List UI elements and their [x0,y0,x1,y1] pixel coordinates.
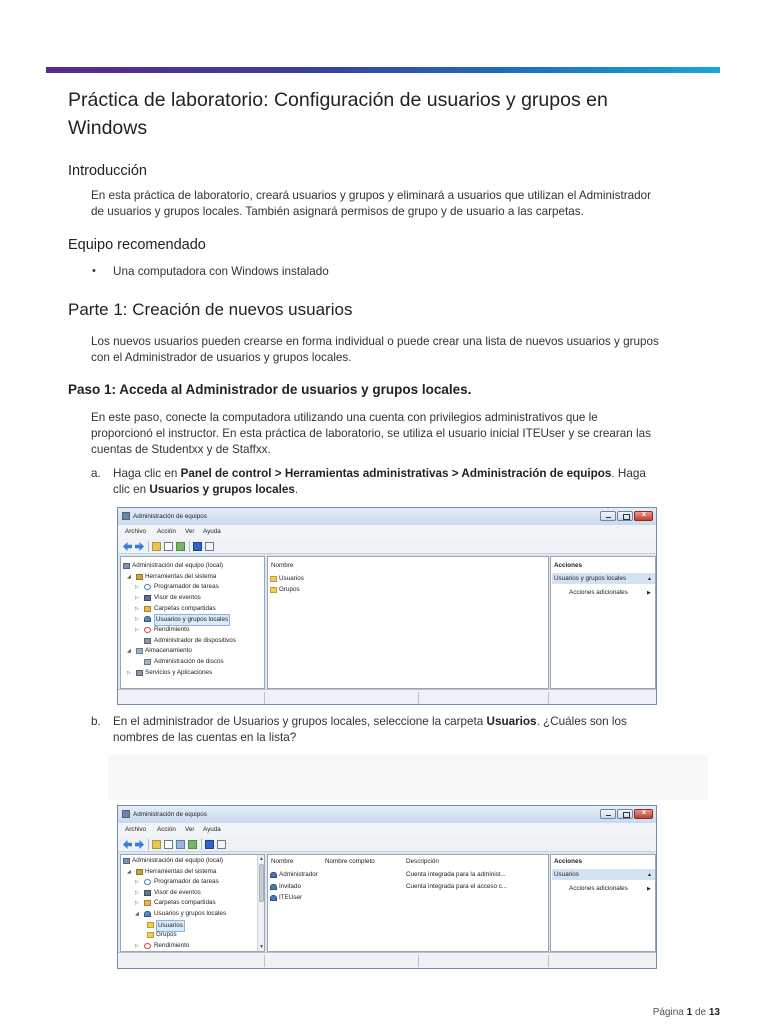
tree-item-label: Almacenamiento [145,647,192,655]
computer-icon [123,563,130,569]
list-pane [267,854,549,952]
folder-icon [270,587,277,593]
status-divider [548,955,549,967]
collapsed-arrow-icon: ▷ [135,900,139,907]
folder-up-icon [152,542,161,551]
tree-pane [120,854,265,952]
step-a-text: clic en [113,483,150,496]
status-bar [118,689,656,705]
toolbar-separator [148,541,149,552]
menu-item-1: Acción [157,528,176,535]
row-name: Grupos [279,586,300,593]
expanded-arrow-icon: ◢ [127,868,131,875]
step-b-line-1 [113,714,627,729]
intro-text-line-1: En esta práctica de laboratorio, creará usuarios y grupos y eliminará a usuarios que utilizan el Administrador [91,189,651,202]
disk-icon [144,659,151,665]
tools-icon [136,574,143,580]
submenu-arrow-icon: ▶ [647,590,651,596]
step1-text-line-3: cuentas de Studentxx y de Staffxx. [91,443,271,456]
tree-item-label: Herramientas del sistema [145,572,217,580]
list-row [268,870,548,880]
tree-item [121,593,264,603]
intro-heading: Introducción [68,163,147,179]
column-header: Nombre [271,858,294,865]
users-icon [144,616,151,622]
step-a-target: Usuarios y grupos locales [149,483,295,496]
tree-item-label: Grupos [156,931,177,939]
console-view-icon [217,840,226,849]
window-title-bar [118,508,656,525]
user-icon [270,872,277,878]
tree-item [121,572,264,582]
list-pane [267,556,549,689]
toolbar-separator [148,839,149,850]
expanded-arrow-icon: ◢ [127,648,131,655]
collapse-up-icon: ▲ [647,871,652,878]
part1-text-line-1: Los nuevos usuarios pueden crearse en forma individual o puede crear una lista de nuevos usuarios y grupos [91,335,659,348]
clock-icon [144,879,151,885]
tree-item-label: Rendimiento [154,941,190,949]
tree-item [121,856,264,866]
step-b-line-2: nombres de las cuentas en la lista? [113,731,297,744]
computer-management-screenshot-1 [117,507,657,705]
tree-item [121,625,264,635]
step-a-text: . [294,483,299,496]
tree-item-label: Administración del equipo (local) [132,562,224,569]
list-view-icon [164,542,173,551]
part1-text-line-2: con el Administrador de usuarios y grupos locales. [91,351,352,364]
list-row [268,893,548,903]
tree-item [121,604,264,614]
menu-item-2: Ver [185,528,195,535]
event-viewer-icon [144,890,151,896]
tree-item [121,657,264,667]
tree-item-label: Carpetas compartidas [154,899,216,907]
tree-item [121,877,264,887]
menu-bar [118,823,656,837]
expanded-arrow-icon: ◢ [135,911,139,917]
row-name: Usuarios [279,575,304,582]
scroll-up-icon: ▲ [259,856,264,862]
computer-management-screenshot-2 [117,805,657,969]
toolbar [118,837,656,852]
window-title: Administración de equipos [133,513,207,520]
step-a-marker: a. [91,467,101,480]
column-header: Nombre completo [325,858,375,865]
user-icon [270,884,277,890]
step-a-menu-path: Panel de control > Herramientas administrativas > Administración de equipos [180,467,612,480]
performance-icon [144,943,151,949]
maximize-icon [617,809,633,819]
document-title-line-2: Windows [68,117,148,139]
page-label: Página [652,1007,687,1018]
status-divider [264,692,265,704]
services-icon [136,670,143,676]
users-icon [144,911,151,917]
collapse-up-icon: ▲ [647,575,652,582]
submenu-arrow-icon: ▶ [647,886,651,892]
collapsed-arrow-icon: ▷ [135,584,139,591]
collapsed-arrow-icon: ▷ [135,605,139,612]
tree-item [121,561,264,571]
toolbar [118,539,656,554]
shared-folder-icon [144,900,151,906]
step1-text-line-1: En este paso, conecte la computadora utilizando una cuenta con privilegios administrativos que le [91,411,598,424]
step-a-text: . Haga [611,467,646,480]
export-icon [176,542,185,551]
intro-text-line-2: de usuarios y grupos locales. También asignará permisos de grupo y de usuario a las carpetas. [91,205,584,218]
tree-item [121,582,264,592]
list-row [268,882,548,892]
tree-item [121,636,264,646]
row-name: Invitado [279,882,302,890]
tree-item [121,898,264,908]
close-icon [634,809,653,819]
computer-icon [123,858,130,864]
actions-pane [550,854,656,952]
of-label: de [692,1007,709,1018]
expanded-arrow-icon: ◢ [127,573,131,580]
menu-item-3: Ayuda [203,528,221,535]
back-arrow-icon [123,542,132,551]
folder-icon [147,922,154,928]
page-footer [653,1007,720,1018]
forward-arrow-icon [135,542,144,551]
step-a-text: Haga clic en [113,467,181,480]
collapsed-arrow-icon: ▷ [135,942,139,949]
row-name: Administrador [279,871,318,878]
collapsed-arrow-icon: ▷ [135,879,139,886]
list-row [268,574,548,584]
tree-item-label: Administración del equipo (local) [132,857,224,864]
toolbar-separator [201,839,202,850]
tree-item [121,941,264,951]
page-number: 1 [686,1007,693,1018]
column-header: Nombre [271,562,294,569]
tree-item-label: Visor de eventos [154,593,201,601]
collapsed-arrow-icon: ▷ [135,626,139,633]
folder-icon [147,932,154,938]
actions-selected-item: Usuarios [554,870,579,878]
status-divider [264,955,265,967]
part1-heading: Parte 1: Creación de nuevos usuarios [68,300,353,319]
row-description: Cuenta integrada para la administ... [406,871,506,878]
tree-item-label: Usuarios y grupos locales [154,910,227,917]
status-divider [418,955,419,967]
console-view-icon [205,542,214,551]
collapsed-arrow-icon: ▷ [127,669,131,676]
status-divider [548,692,549,704]
window-title-bar [118,806,656,823]
tree-item [121,888,264,898]
close-icon [634,511,653,521]
more-actions-item: Acciones adicionales [569,885,628,892]
back-arrow-icon [123,840,132,849]
storage-icon [136,648,143,654]
tree-item [121,909,264,919]
device-manager-icon [144,638,151,644]
tree-item-label: Visor de eventos [154,888,201,896]
tree-item [121,930,264,940]
forward-arrow-icon [135,840,144,849]
menu-item-3: Ayuda [203,826,221,833]
menu-item-0: Archivo [125,826,146,833]
window-title: Administración de equipos [133,811,207,818]
tree-item-label: Rendimiento [154,625,190,633]
tree-item [121,867,264,877]
step1-heading: Paso 1: Acceda al Administrador de usuarios y grupos locales. [68,382,472,397]
computer-management-icon [122,512,130,520]
help-icon [193,542,202,551]
tree-item-label: Carpetas compartidas [154,604,216,612]
tree-item-label: Usuarios y grupos locales [154,614,230,626]
refresh-icon [176,840,185,849]
header-gradient-bar [46,67,720,73]
tree-item-label: Programador de tareas [154,583,219,591]
user-icon [270,895,277,901]
tools-icon [136,869,143,875]
more-actions-item: Acciones adicionales [569,589,628,596]
minimize-icon [600,809,616,819]
collapsed-arrow-icon: ▷ [135,889,139,896]
menu-item-2: Ver [185,826,195,833]
folder-icon [270,576,277,582]
answer-space [108,755,708,800]
scroll-down-icon: ▼ [259,944,264,950]
status-bar [118,952,656,968]
event-viewer-icon [144,595,151,601]
step-b-text: . ¿Cuáles son los [536,715,627,728]
step-a-line-2 [113,482,298,497]
menu-item-1: Acción [157,826,176,833]
help-icon [205,840,214,849]
clock-icon [144,584,151,590]
shared-folder-icon [144,606,151,612]
row-name: ITEUser [279,894,303,901]
step-b-text: En el administrador de Usuarios y grupos locales, seleccione la carpeta [113,715,487,728]
tree-item-label: Usuarios [156,920,185,932]
tree-pane [120,556,265,689]
export-icon [188,840,197,849]
tree-item-label: Servicios y Aplicaciones [145,668,213,676]
collapsed-arrow-icon: ▷ [135,616,139,623]
tree-item-label: Programador de tareas [154,878,219,886]
actions-header: Acciones [554,858,582,865]
tree-item [121,668,264,678]
tree-item-label: Administración de discos [154,657,224,665]
tree-item [121,646,264,656]
step1-text-line-2: proporcionó el instructor. En esta práctica de laboratorio, se utiliza el usuario inicial ITEUser y se crearan las [91,427,651,440]
step-a-line-1 [113,466,646,481]
collapsed-arrow-icon: ▷ [135,594,139,601]
maximize-icon [617,511,633,521]
document-title-line-1: Práctica de laboratorio: Configuración de usuarios y grupos en [68,89,608,111]
actions-header: Acciones [554,562,582,569]
equipment-item: Una computadora con Windows instalado [113,265,329,278]
performance-icon [144,627,151,633]
computer-management-icon [122,810,130,818]
actions-pane [550,556,656,689]
tree-item [121,614,264,624]
status-divider [418,692,419,704]
equipment-heading: Equipo recomendado [68,237,206,253]
step-b-marker: b. [91,715,101,728]
menu-bar [118,525,656,539]
tree-item-label: Administrador de dispositivos [154,636,236,644]
total-pages: 13 [708,1007,720,1018]
toolbar-separator [189,541,190,552]
tree-item-label: Herramientas del sistema [145,867,217,875]
bullet-marker: • [92,265,96,277]
menu-item-0: Archivo [125,528,146,535]
tree-item [121,920,264,930]
column-header: Descripción [406,858,439,865]
folder-up-icon [152,840,161,849]
list-row [268,585,548,595]
step-b-folder: Usuarios [486,715,537,728]
list-view-icon [164,840,173,849]
row-description: Cuenta integrada para el acceso c... [406,882,508,890]
actions-selected-item: Usuarios y grupos locales [554,574,627,582]
minimize-icon [600,511,616,521]
